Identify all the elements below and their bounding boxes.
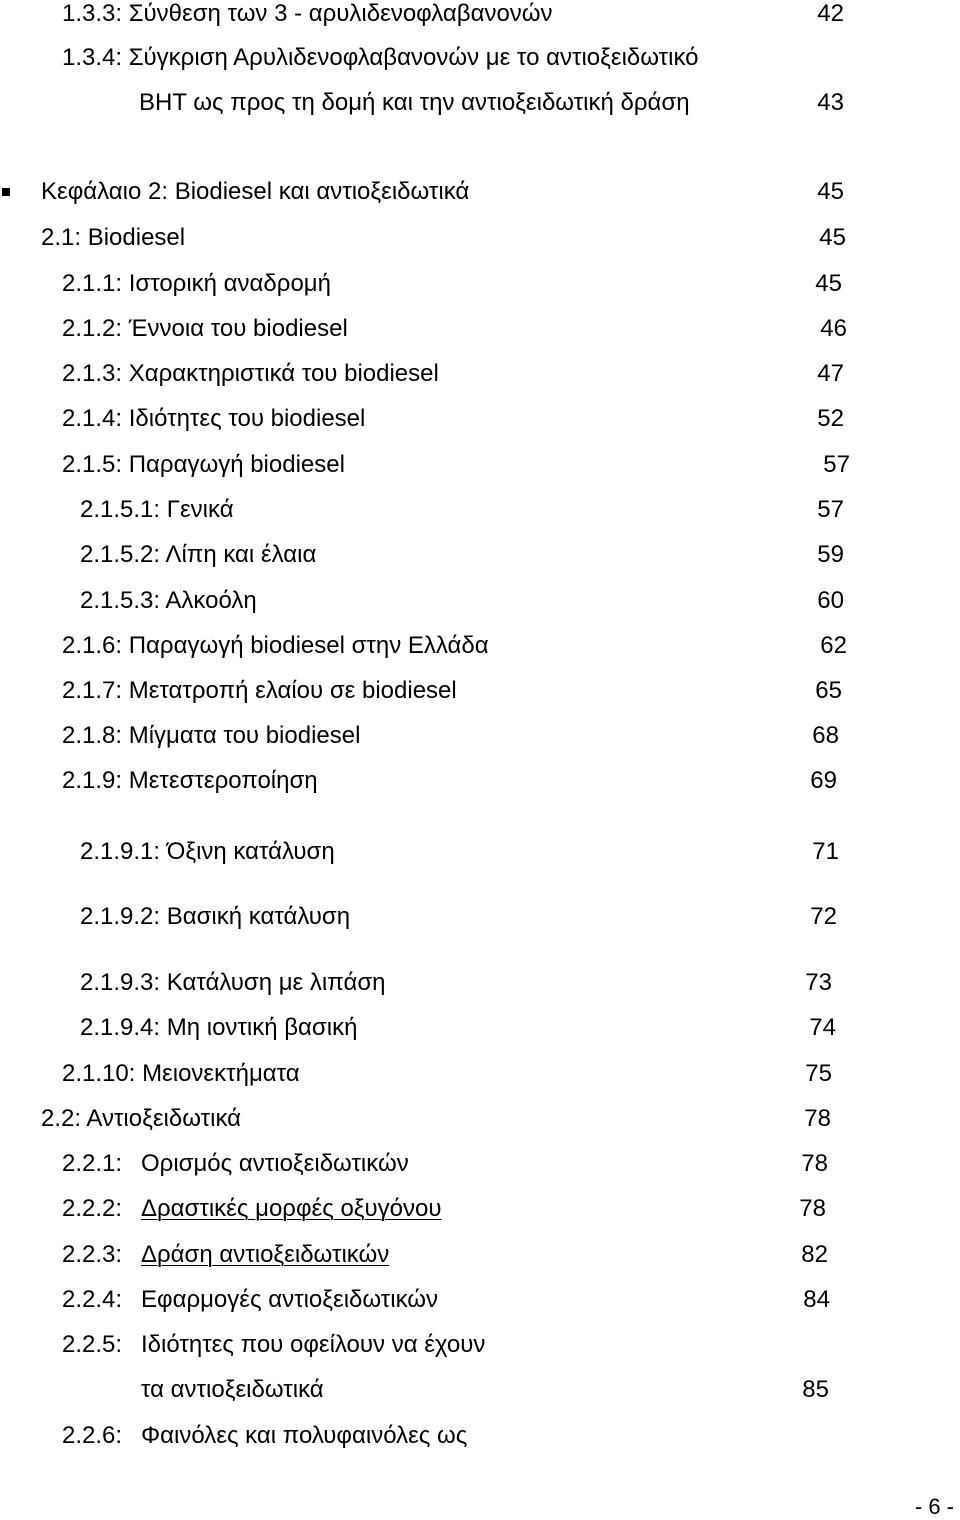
toc-entry-page: 43 xyxy=(817,89,844,116)
toc-entry-label: Κεφάλαιο 2: Biodiesel και αντιοξειδωτικά xyxy=(41,178,470,205)
toc-entry-page: 57 xyxy=(823,451,850,478)
toc-entry-number: 2.2.6: xyxy=(62,1422,123,1449)
toc-entry-number: 2.2.5: xyxy=(62,1331,123,1358)
toc-entry-page: 45 xyxy=(817,178,844,205)
toc-entry-page: 65 xyxy=(815,677,842,704)
toc-entry-page: 84 xyxy=(803,1286,830,1313)
toc-entry-label: 2.1.9.1: Όξινη κατάλυση xyxy=(80,838,335,865)
toc-entry-label: 2.1.10: Μειονεκτήματα xyxy=(62,1060,300,1087)
toc-entry-label: 2.1.2: Έννοια του biodiesel xyxy=(62,315,348,342)
toc-entry-page: 45 xyxy=(815,270,842,297)
toc-entry-label: 2.1.7: Μετατροπή ελαίου σε biodiesel xyxy=(62,677,457,704)
toc-entry-label: τα αντιοξειδωτικά xyxy=(141,1376,324,1403)
toc-entry-page: 72 xyxy=(810,903,837,930)
toc-entry-page: 69 xyxy=(810,767,837,794)
toc-entry-label: 2.1.4: Ιδιότητες του biodiesel xyxy=(62,405,366,432)
toc-entry-label: 2.1.9.2: Βασική κατάλυση xyxy=(80,903,351,930)
toc-entry-page: 75 xyxy=(805,1060,832,1087)
toc-entry-label: Δραστικές μορφές οξυγόνου xyxy=(141,1195,442,1222)
square-bullet-icon xyxy=(2,188,10,196)
toc-entry-page: 68 xyxy=(812,722,839,749)
toc-entry-page: 85 xyxy=(802,1376,829,1403)
page-number: - 6 - xyxy=(914,1494,954,1519)
toc-entry-label: Δράση αντιοξειδωτικών xyxy=(141,1241,390,1268)
toc-entry-label: 2.1.8: Μίγματα του biodiesel xyxy=(62,722,361,749)
toc-entry-label: 2.1.9: Μετεστεροποίηση xyxy=(62,767,318,794)
toc-entry-page: 47 xyxy=(817,360,844,387)
toc-entry-label: 2.1.5.3: Αλκοόλη xyxy=(80,587,257,614)
toc-entry-page: 62 xyxy=(820,632,847,659)
toc-entry-page: 42 xyxy=(817,0,844,27)
toc-entry-label: 2.1: Biodiesel xyxy=(41,224,186,251)
toc-entry-label: Εφαρμογές αντιοξειδωτικών xyxy=(141,1286,439,1313)
toc-entry-label: Ορισμός αντιοξειδωτικών xyxy=(141,1150,409,1177)
toc-entry-page: 52 xyxy=(817,405,844,432)
toc-entry-page: 78 xyxy=(801,1150,828,1177)
toc-entry-label: 2.1.5.1: Γενικά xyxy=(80,496,234,523)
toc-entry-label: Φαινόλες και πολυφαινόλες ως xyxy=(141,1422,468,1449)
toc-entry-page: 45 xyxy=(819,224,846,251)
toc-entry-number: 2.2.2: xyxy=(62,1195,123,1222)
toc-entry-label: 2.1.5: Παραγωγή biodiesel xyxy=(62,451,345,478)
toc-entry-number: 2.2.3: xyxy=(62,1241,123,1268)
toc-entry-page: 71 xyxy=(812,838,839,865)
toc-entry-label: 2.1.5.2: Λίπη και έλαια xyxy=(80,541,317,568)
toc-entry-label: BHT ως προς τη δομή και την αντιοξειδωτική δράση xyxy=(139,89,690,116)
toc-entry-page: 59 xyxy=(817,541,844,568)
toc-entry-label: Ιδιότητες που οφείλουν να έχουν xyxy=(141,1331,486,1358)
toc-entry-page: 78 xyxy=(799,1195,826,1222)
toc-entry-page: 57 xyxy=(817,496,844,523)
toc-entry-page: 46 xyxy=(820,315,847,342)
toc-entry-label: 1.3.4: Σύγκριση Αρυλιδενοφλαβανονών με το αντιοξειδωτικό xyxy=(62,44,699,71)
toc-entry-page: 74 xyxy=(809,1014,836,1041)
toc-entry-label: 2.1.9.4: Μη ιοντική βασική xyxy=(80,1014,358,1041)
toc-entry-page: 82 xyxy=(801,1241,828,1268)
toc-entry-page: 78 xyxy=(804,1105,831,1132)
toc-entry-page: 60 xyxy=(817,587,844,614)
toc-entry-label: 2.1.9.3: Κατάλυση με λιπάση xyxy=(80,969,386,996)
toc-entry-label: 2.2: Αντιοξειδωτικά xyxy=(41,1105,242,1132)
toc-entry-page: 73 xyxy=(805,969,832,996)
toc-entry-number: 2.2.4: xyxy=(62,1286,123,1313)
toc-entry-label: 2.1.1: Ιστορική αναδρομή xyxy=(62,270,331,297)
toc-entry-label: 2.1.6: Παραγωγή biodiesel στην Ελλάδα xyxy=(62,632,489,659)
toc-entry-label: 2.1.3: Χαρακτηριστικά του biodiesel xyxy=(62,360,439,387)
toc-entry-number: 2.2.1: xyxy=(62,1150,123,1177)
toc-entry-label: 1.3.3: Σύνθεση των 3 - αρυλιδενοφλαβανονών xyxy=(62,0,553,27)
